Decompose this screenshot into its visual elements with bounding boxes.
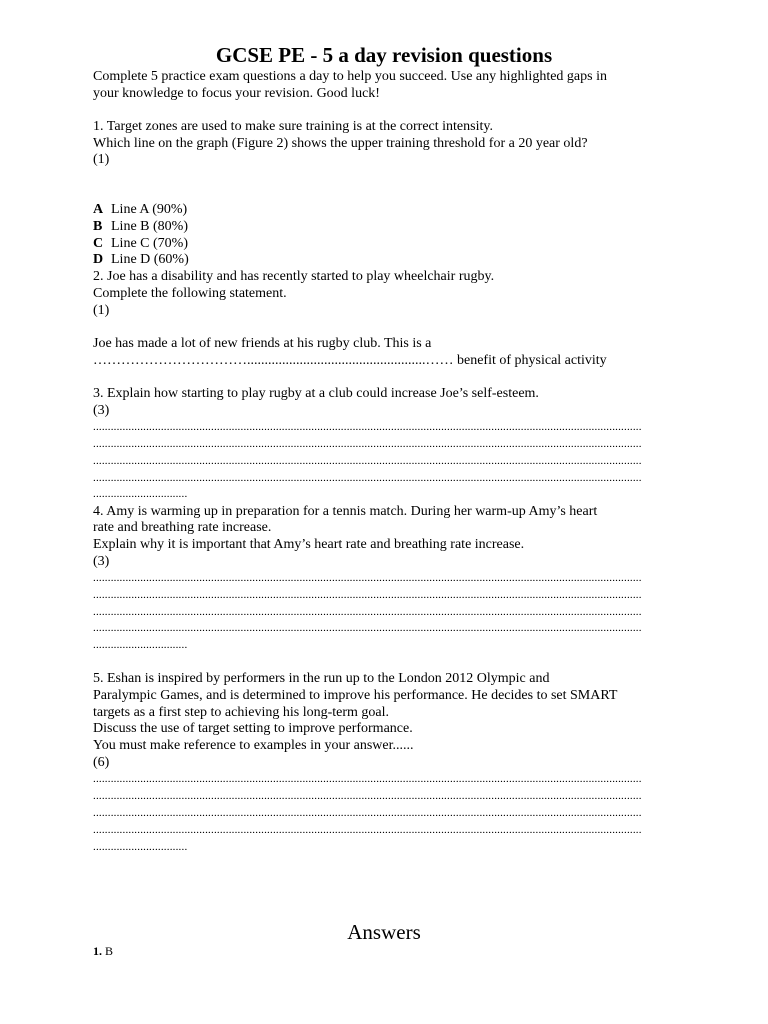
q5-text-5: You must make reference to examples in your answer...... bbox=[93, 738, 414, 753]
q4-marks: (3) bbox=[93, 554, 110, 569]
answer-line: .......................................................................................................................................................................................... bbox=[93, 438, 642, 450]
answer-1 bbox=[93, 944, 113, 959]
option-text: Line D (60%) bbox=[111, 252, 189, 267]
q2-text-2: Complete the following statement. bbox=[93, 286, 287, 301]
q1-option-b bbox=[93, 218, 188, 235]
q3-text-1: 3. Explain how starting to play rugby at a club could increase Joe’s self-esteem. bbox=[93, 386, 539, 401]
q2-statement-1: Joe has made a lot of new friends at his rugby club. This is a bbox=[93, 336, 432, 351]
q2-statement-2: ……………………………...................................................…… benefit of physical activity bbox=[93, 353, 607, 368]
answer-line-short: ................................ bbox=[93, 639, 188, 651]
option-letter: D bbox=[93, 252, 104, 267]
answers-heading: Answers bbox=[347, 920, 421, 944]
option-text: Line B (80%) bbox=[111, 219, 188, 234]
q5-text-1: 5. Eshan is inspired by performers in the run up to the London 2012 Olympic and bbox=[93, 671, 550, 686]
q5-text-4: Discuss the use of target setting to improve performance. bbox=[93, 721, 413, 736]
q1-marks: (1) bbox=[93, 152, 110, 167]
page-title: GCSE PE - 5 a day revision questions bbox=[215, 43, 553, 67]
option-letter: A bbox=[93, 202, 104, 217]
option-text: Line A (90%) bbox=[111, 202, 188, 217]
q4-text-3: Explain why it is important that Amy’s heart rate and breathing rate increase. bbox=[93, 537, 525, 552]
q1-text-2: Which line on the graph (Figure 2) shows the upper training threshold for a 20 year old? bbox=[93, 136, 588, 151]
q5-marks: (6) bbox=[93, 755, 110, 770]
q4-text-2: rate and breathing rate increase. bbox=[93, 520, 272, 535]
q1-option-d bbox=[93, 251, 189, 268]
q1-text-1: 1. Target zones are used to make sure training is at the correct intensity. bbox=[93, 119, 493, 134]
q4-text-1: 4. Amy is warming up in preparation for a tennis match. During her warm-up Amy’s heart bbox=[93, 504, 598, 519]
answer-line: .......................................................................................................................................................................................... bbox=[93, 807, 642, 819]
q5-text-3: targets as a first step to achieving his long-term goal. bbox=[93, 705, 390, 720]
q3-marks: (3) bbox=[93, 403, 110, 418]
answer-line: .......................................................................................................................................................................................... bbox=[93, 622, 642, 634]
answer-line: .......................................................................................................................................................................................... bbox=[93, 572, 642, 584]
answer-line: .......................................................................................................................................................................................... bbox=[93, 472, 642, 484]
answer-line-short: ................................ bbox=[93, 488, 188, 500]
answer-line-short: ................................ bbox=[93, 841, 188, 853]
q2-marks: (1) bbox=[93, 303, 110, 318]
answer-line: .......................................................................................................................................................................................... bbox=[93, 455, 642, 467]
answer-line: .......................................................................................................................................................................................... bbox=[93, 773, 642, 785]
answer-value: B bbox=[102, 944, 114, 958]
answer-line: .......................................................................................................................................................................................... bbox=[93, 790, 642, 802]
answer-line: .......................................................................................................................................................................................... bbox=[93, 606, 642, 618]
option-letter: C bbox=[93, 236, 104, 251]
intro-line-2: your knowledge to focus your revision. Good luck! bbox=[93, 86, 380, 101]
q1-option-a bbox=[93, 201, 187, 218]
answer-line: .......................................................................................................................................................................................... bbox=[93, 421, 642, 433]
answer-line: .......................................................................................................................................................................................... bbox=[93, 589, 642, 601]
option-text: Line C (70%) bbox=[111, 236, 188, 251]
q5-text-2: Paralympic Games, and is determined to improve his performance. He decides to set SMART bbox=[93, 688, 618, 703]
option-letter: B bbox=[93, 219, 103, 234]
q2-text-1: 2. Joe has a disability and has recently started to play wheelchair rugby. bbox=[93, 269, 495, 284]
answer-number: 1. bbox=[93, 944, 102, 958]
q1-option-c bbox=[93, 235, 188, 252]
intro-line-1: Complete 5 practice exam questions a day to help you succeed. Use any highlighted gaps in bbox=[93, 69, 607, 84]
answer-line: .......................................................................................................................................................................................... bbox=[93, 824, 642, 836]
